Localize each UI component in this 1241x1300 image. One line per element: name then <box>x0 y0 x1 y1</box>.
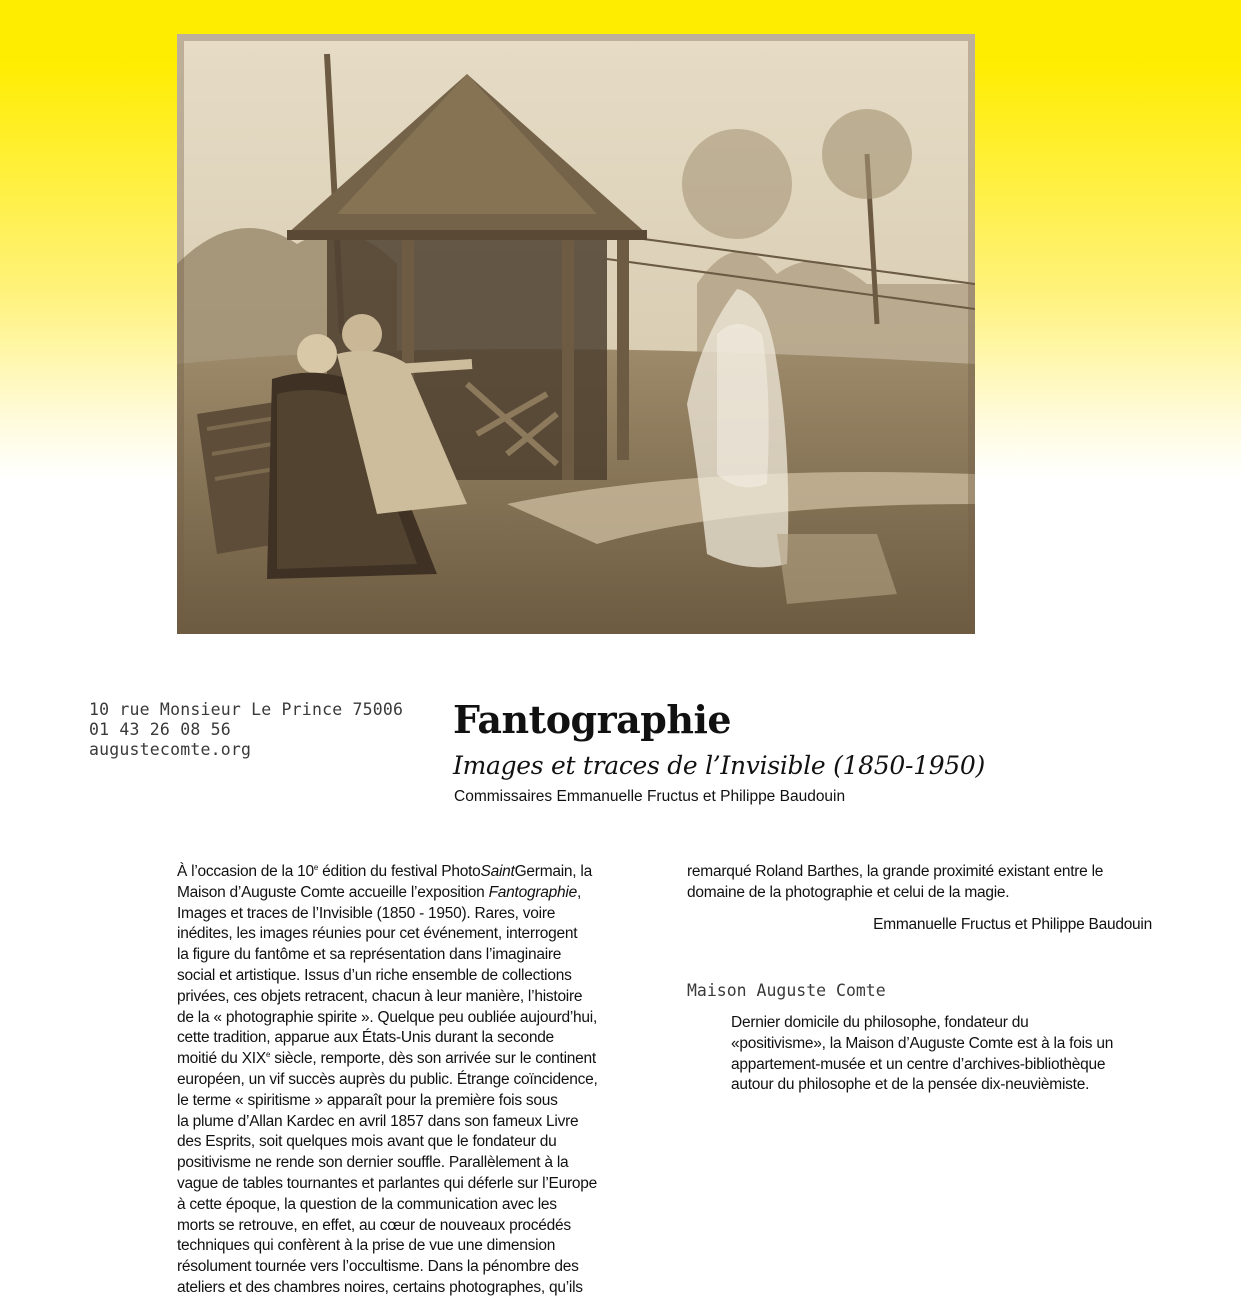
body-text-fragment: à cette époque, la question de la communication avec les <box>177 1195 557 1213</box>
body-text-line <box>177 1070 647 1091</box>
body-text-right-column <box>687 862 1157 904</box>
body-text-fragment: la figure du fantôme et sa représentation dans l’imaginaire <box>177 946 562 964</box>
body-text-fragment: européen, un vif succès auprès du public. Étrange coïncidence, <box>177 1070 598 1088</box>
body-text-line <box>177 1236 647 1257</box>
body-text-line <box>177 924 647 945</box>
museum-description-line: «positivisme», la Maison d’Auguste Comte est à la fois un <box>731 1034 1114 1052</box>
body-text-fragment: moitié du XIX <box>177 1050 266 1068</box>
phone-number[interactable]: 01 43 26 08 56 <box>89 720 231 739</box>
body-text-fragment: techniques qui confèrent à la prise de vue une dimension <box>177 1237 556 1255</box>
body-text-fragment: positivisme ne rende son dernier souffle. Parallèlement à la <box>177 1154 569 1172</box>
body-text-fragment: la plume d’Allan Kardec en avril 1857 dans son fameux Livre <box>177 1112 579 1130</box>
body-text-fragment: Fantographie <box>488 883 577 901</box>
body-text-left-column <box>177 862 647 1299</box>
body-text-line <box>177 1174 647 1195</box>
body-text-line <box>177 1278 647 1299</box>
body-text-line: domaine de la photographie et celui de la magie. <box>687 883 1010 901</box>
body-text-line <box>177 883 647 904</box>
body-text-fragment: morts se retrouve, en effet, au cœur de nouveaux procédés <box>177 1216 571 1234</box>
body-text-line <box>177 1132 647 1153</box>
body-text-fragment: Images et traces de l’Invisible (1850 - 1950). Rares, voire <box>177 904 556 922</box>
body-text-line <box>177 966 647 987</box>
body-text-fragment: vague de tables tournantes et parlantes qui déferle sur l’Europe <box>177 1174 598 1192</box>
body-text-fragment: Germain, la <box>514 863 592 880</box>
website-link[interactable]: augustecomte.org <box>89 740 252 759</box>
body-text-line <box>177 1091 647 1112</box>
body-text-fragment: le terme « spiritisme » apparaît pour la première fois sous <box>177 1091 558 1109</box>
museum-address-block <box>89 700 439 760</box>
body-text-line <box>177 862 647 883</box>
body-text-fragment: , <box>576 883 581 901</box>
body-text-fragment: e <box>265 1050 271 1060</box>
exhibition-photo <box>177 34 975 634</box>
body-text-fragment: e <box>313 863 319 872</box>
body-text-fragment: édition du festival Photo <box>318 863 481 880</box>
body-text-line <box>177 1153 647 1174</box>
body-text-fragment: Maison d’Auguste Comte accueille l’exposition <box>177 883 489 901</box>
body-text-line <box>177 904 647 925</box>
body-text-fragment: inédites, les images réunies pour cet événement, interrogent <box>177 925 578 943</box>
curators-line: Commissaires Emmanuelle Fructus et Philippe Baudouin <box>454 788 846 805</box>
exhibition-title: Fantographie <box>453 697 732 742</box>
body-text-fragment: Saint <box>480 863 515 880</box>
body-text-fragment: de la « photographie spirite ». Quelque peu oubliée aujourd’hui, <box>177 1008 598 1026</box>
body-text-line <box>177 1112 647 1133</box>
body-text-line: remarqué Roland Barthes, la grande proximité existant entre le <box>687 863 1104 880</box>
museum-description <box>731 1013 1161 1096</box>
body-text-line <box>177 1049 647 1070</box>
body-text-line <box>177 1257 647 1278</box>
ghost-photograph-illustration <box>177 34 975 634</box>
body-text-line <box>177 1216 647 1237</box>
museum-description-line: appartement-musée et un centre d’archives-bibliothèque <box>731 1055 1106 1073</box>
body-text-line <box>177 1028 647 1049</box>
authors-signature: Emmanuelle Fructus et Philippe Baudouin <box>873 916 1152 933</box>
body-text-line <box>177 1008 647 1029</box>
street-address: 10 rue Monsieur Le Prince 75006 <box>89 700 404 719</box>
body-text-fragment: résolument tournée vers l’occultisme. Dans la pénombre des <box>177 1258 579 1276</box>
body-text-fragment: À l’occasion de la 10 <box>177 863 314 880</box>
body-text-fragment: des Esprits, soit quelques mois avant que le fondateur du <box>177 1133 557 1151</box>
body-text-fragment: siècle, remporte, dès son arrivée sur le continent <box>270 1050 596 1068</box>
exhibition-subtitle: Images et traces de l’Invisible (1850-1950) <box>453 751 985 780</box>
body-text-line <box>177 987 647 1008</box>
body-text-line <box>177 945 647 966</box>
body-text-fragment: social et artistique. Issus d’un riche ensemble de collections <box>177 966 572 984</box>
body-text-fragment: ateliers et des chambres noires, certains photographes, qu’ils <box>177 1278 583 1296</box>
body-text-line <box>177 1195 647 1216</box>
museum-description-line: Dernier domicile du philosophe, fondateur du <box>731 1014 1029 1031</box>
museum-description-line: autour du philosophe et de la pensée dix-neuvièmiste. <box>731 1076 1090 1094</box>
body-text-fragment: privées, ces objets retracent, chacun à leur manière, l’histoire <box>177 987 583 1005</box>
body-text-fragment: cette tradition, apparue aux États-Unis durant la seconde <box>177 1029 554 1047</box>
museum-section-heading: Maison Auguste Comte <box>687 981 886 1000</box>
